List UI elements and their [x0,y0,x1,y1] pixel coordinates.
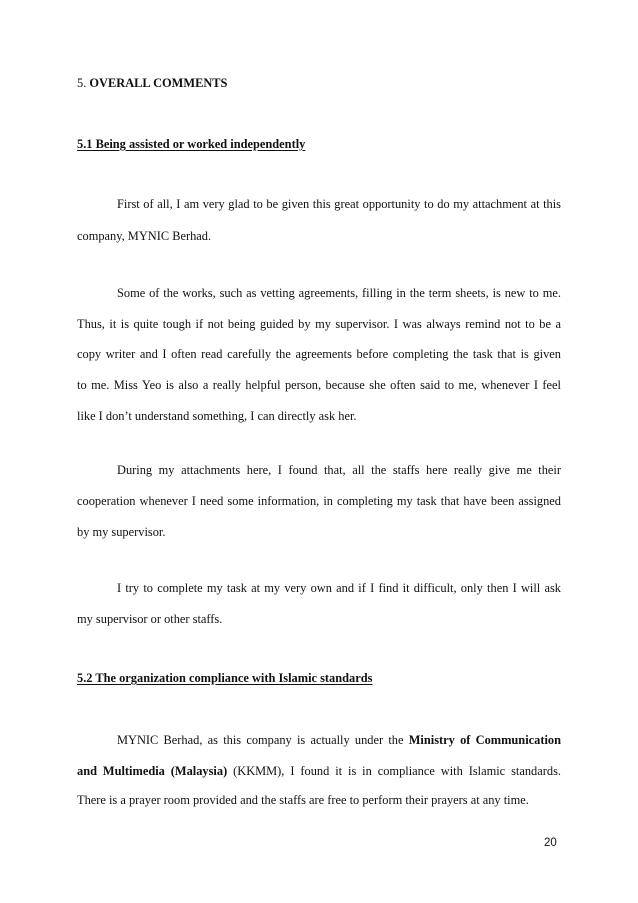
paragraph-2-line-3: copy writer and I often read carefully the agreements before completing the task that is given [77,347,561,361]
paragraph-5-line-1 [117,732,561,748]
paragraph-5-line-2-text: (KKMM), I found it is in compliance with Islamic standards. [233,764,561,778]
section-title: OVERALL COMMENTS [89,76,228,90]
paragraph-2-line-5: like I don’t understand something, I can directly ask her. [77,409,357,423]
paragraph-1-line-1: First of all, I am very glad to be given this great opportunity to do my attachment at this [117,197,561,211]
paragraph-2-line-2: Thus, it is quite tough if not being guided by my supervisor. I was always remind not to be a [77,317,561,331]
paragraph-5-line-1-text: MYNIC Berhad, as this company is actually under the [117,733,404,747]
section-heading [77,75,227,91]
paragraph-2-line-4: to me. Miss Yeo is also a really helpful person, because she often said to me, whenever I feel [77,378,561,392]
section-number: 5. [77,76,87,90]
page-number: 20 [544,837,557,849]
ministry-name-part-1: Ministry of Communication [408,733,561,747]
paragraph-3-line-2: cooperation whenever I need some information, in completing my task that have been assigned [77,494,561,508]
ministry-name-part-2: and Multimedia (Malaysia) [77,764,228,778]
paragraph-5-line-3: There is a prayer room provided and the staffs are free to perform their prayers at any time. [77,793,529,807]
paragraph-4-line-1: I try to complete my task at my very own and if I find it difficult, only then I will ask [117,581,561,595]
paragraph-3-line-1: During my attachments here, I found that, all the staffs here really give me their [117,463,561,477]
paragraph-3-line-3: by my supervisor. [77,525,166,539]
subsection-heading-5-2: 5.2 The organization compliance with Islamic standards [77,671,373,685]
paragraph-4-line-2: my supervisor or other staffs. [77,612,223,626]
subsection-heading-5-1: 5.1 Being assisted or worked independently [77,137,306,151]
paragraph-1-line-2: company, MYNIC Berhad. [77,229,212,243]
paragraph-2-line-1: Some of the works, such as vetting agreements, filling in the term sheets, is new to me. [117,286,561,300]
paragraph-5-line-2 [77,763,561,779]
